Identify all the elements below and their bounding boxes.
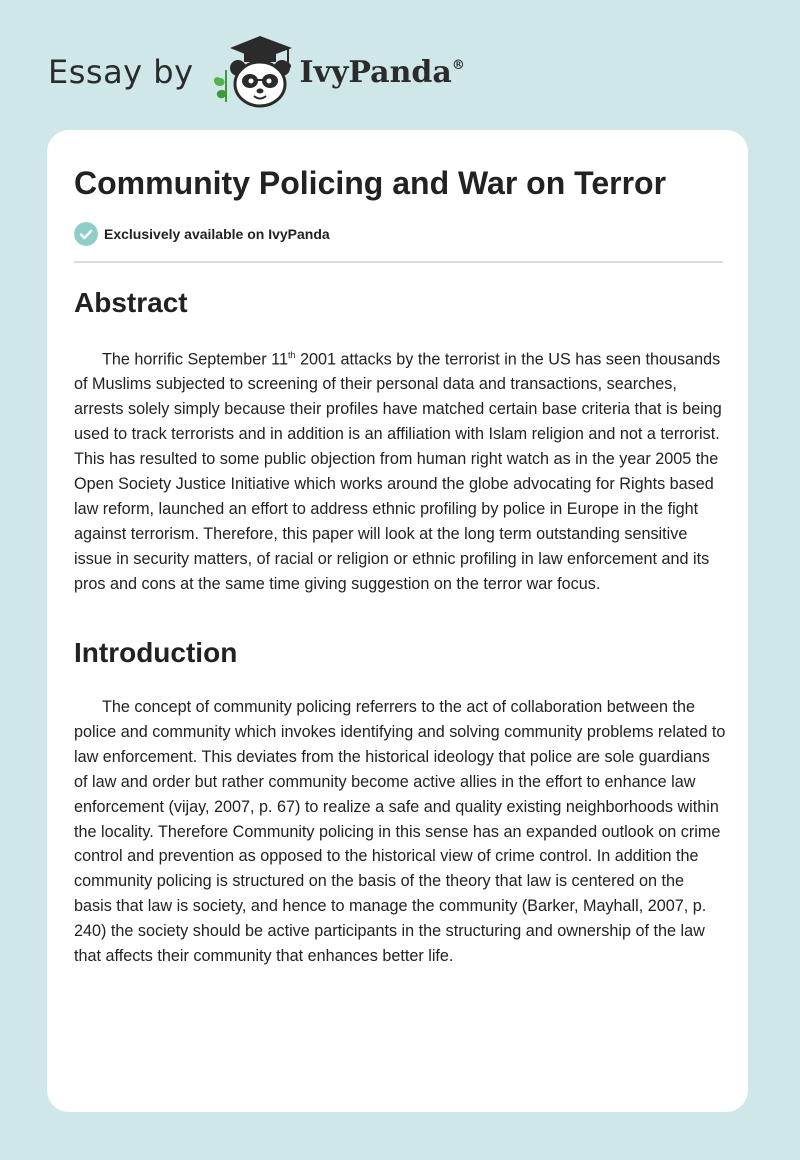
abstract-paragraph — [74, 343, 726, 596]
registered-mark: ® — [451, 57, 465, 73]
introduction-paragraph: The concept of community policing referrers to the act of collaboration between the police and community which invokes identifying and solving community problems related to law enforcement. This deviates from the historical ideology that police are sole guardians of law and order but rather community become active allies in the effort to enhance law enforcement (vijay, 2007, p. 67) to realize a safe and quality existing neighborhoods within the locality. Therefore Community policing in this sense has an expanded outlook on crime control and prevention as opposed to the historical view of crime control. In addition the community policing is structured on the basis of the theory that law is centered on the basis that law is society, and hence to manage the community (Barker, Mayhall, 2007, p. 240) the society should be active participants in the structuring and ownership of the law that affects their community that enhances better life. — [74, 698, 726, 966]
title-divider — [74, 261, 723, 263]
brand-name — [300, 55, 465, 90]
site-brand[interactable] — [48, 34, 465, 110]
panda-graduate-logo-icon — [208, 34, 298, 110]
page-title: Community Policing and War on Terror — [74, 165, 667, 201]
check-circle-icon — [74, 222, 98, 246]
brand-name-text: IvyPanda — [299, 54, 452, 90]
abstract-text-start: The horrific September 11 — [102, 350, 288, 369]
exclusive-badge-label: Exclusively available on IvyPanda — [104, 226, 330, 242]
abstract-superscript: th — [287, 350, 296, 360]
brand-prefix: Essay by — [48, 53, 194, 91]
essay-card — [47, 130, 748, 1112]
introduction-heading: Introduction — [74, 637, 238, 668]
exclusive-badge — [74, 222, 330, 246]
abstract-text-rest: 2001 attacks by the terrorist in the US has seen thousands of Muslims subjected to screening of their personal data and transactions, searches, arrests solely simply because their profiles have matched certain base criteria that is being used to track terrorists and in addition is an affiliation with Islam religion and not a terrorist. This has resulted to some public objection from human right watch as in the year 2005 the Open Society Justice Initiative which works around the globe advocating for Rights based law reform, launched an effort to address ethnic profiling by police in Europe in the fight against terrorism. Therefore, this paper will look at the long term outstanding sensitive issue in security matters, of racial or religion or ethnic profiling in law enforcement and its pros and cons at the same time giving suggestion on the terror war focus. — [74, 350, 722, 593]
abstract-heading: Abstract — [74, 287, 188, 318]
